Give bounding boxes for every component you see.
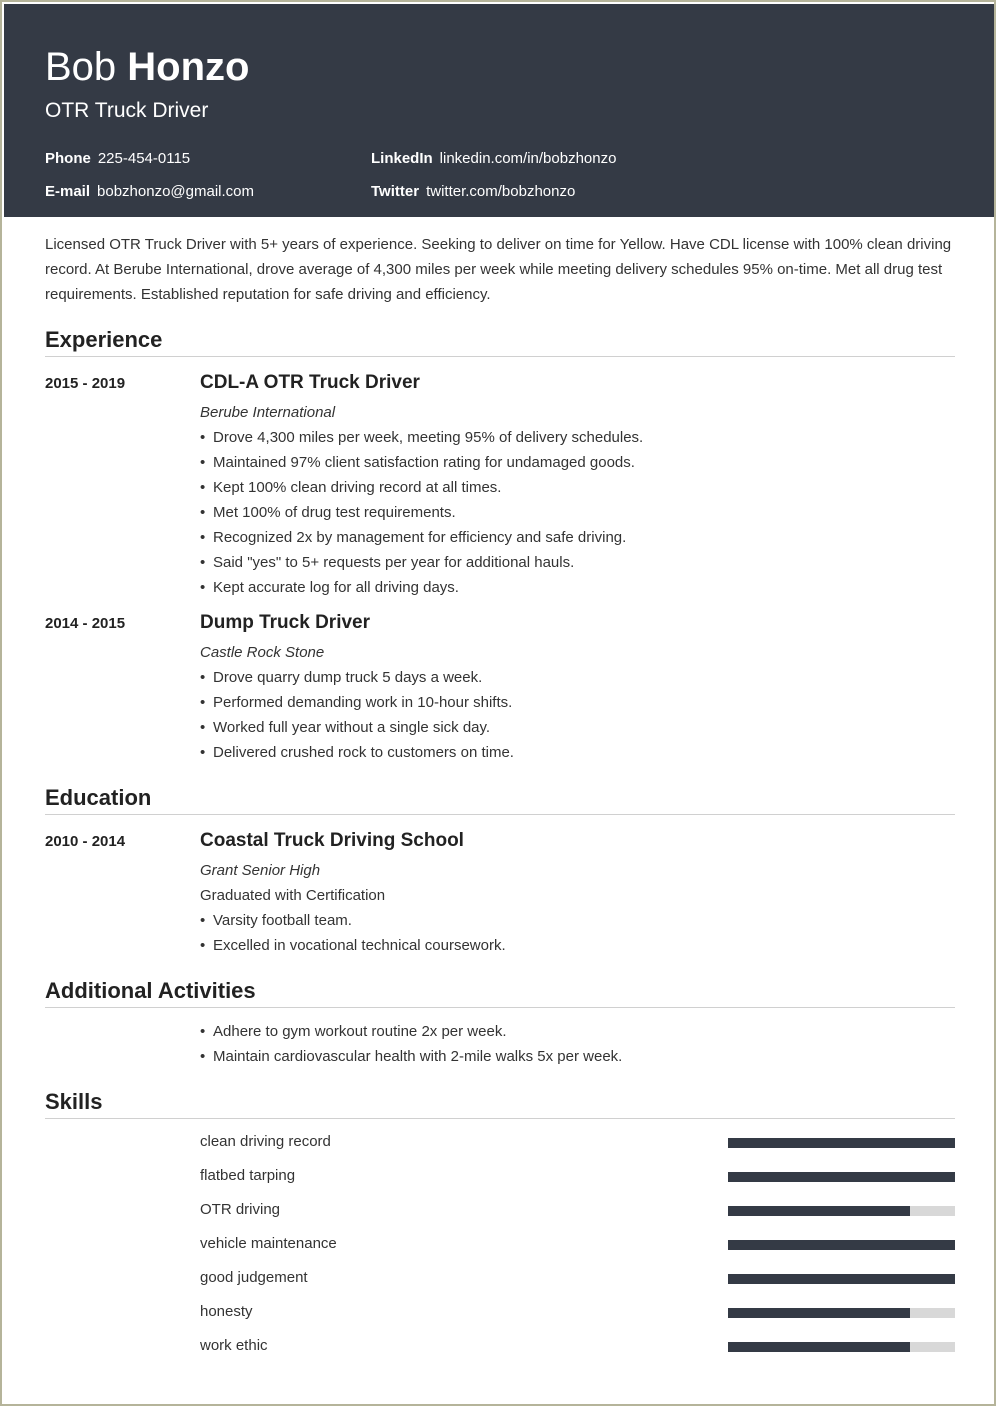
twitter-value: twitter.com/bobzhonzo (426, 183, 576, 200)
list-item: • Drove 4,300 miles per week, meeting 95% of delivery schedules. (200, 425, 955, 450)
skill-name: good judgement (200, 1269, 308, 1286)
skill-bar (728, 1172, 955, 1182)
education-entry (200, 829, 955, 958)
skill-row (200, 1200, 955, 1234)
skill-name: clean driving record (200, 1133, 331, 1150)
skill-row (200, 1302, 955, 1336)
email-value: bobzhonzo@gmail.com (97, 183, 254, 200)
skill-row (200, 1234, 955, 1268)
skill-bar-fill (728, 1342, 910, 1352)
skill-row (200, 1166, 955, 1200)
email-label: E-mail (45, 183, 91, 200)
skill-bar-fill (728, 1240, 955, 1250)
education-dates: 2010 - 2014 (45, 833, 126, 850)
summary-paragraph: Licensed OTR Truck Driver with 5+ years of experience. Seeking to deliver on time for Yellow. Have CDL license with 100% clean driving record. At Berube International, drove average of 4,300 miles per week while meeting delivery schedules 95% on-time. Met all drug test requirements. Established reputation for safe driving and efficiency. (45, 236, 952, 303)
section-title-experience: Experience (45, 326, 955, 357)
experience-role: CDL-A OTR Truck Driver (200, 372, 420, 393)
list-item: • Kept accurate log for all driving days. (200, 575, 955, 600)
skill-name: honesty (200, 1303, 253, 1320)
education-detail: Graduated with Certification (200, 887, 386, 904)
list-item: • Performed demanding work in 10-hour shifts. (200, 690, 955, 715)
skills-list (200, 1132, 955, 1370)
section-title-skills: Skills (45, 1088, 955, 1119)
skill-bar (728, 1240, 955, 1250)
experience-company: Berube International (200, 404, 336, 421)
list-item: • Adhere to gym workout routine 2x per week. (200, 1019, 955, 1044)
experience-company: Castle Rock Stone (200, 644, 325, 661)
section-title-education: Education (45, 784, 955, 815)
skill-bar-fill (728, 1172, 955, 1182)
list-item: • Excelled in vocational technical coursework. (200, 933, 955, 958)
experience-bullets (200, 665, 955, 765)
education-org: Grant Senior High (200, 862, 321, 879)
skill-bar-fill (728, 1138, 955, 1148)
contact-email (45, 183, 254, 201)
experience-dates: 2014 - 2015 (45, 615, 126, 632)
skill-bar (728, 1274, 955, 1284)
list-item: • Maintained 97% client satisfaction rating for undamaged goods. (200, 450, 955, 475)
experience-role: Dump Truck Driver (200, 612, 370, 633)
education-bullets (200, 908, 955, 958)
list-item: • Varsity football team. (200, 908, 955, 933)
skill-bar (728, 1308, 955, 1318)
contact-linkedin (371, 150, 616, 168)
contact-twitter (371, 183, 575, 201)
first-name: Bob (45, 45, 117, 89)
list-item: • Recognized 2x by management for efficiency and safe driving. (200, 525, 955, 550)
skill-bar (728, 1138, 955, 1148)
skill-row (200, 1268, 955, 1302)
skill-bar (728, 1206, 955, 1216)
list-item: • Said "yes" to 5+ requests per year for additional hauls. (200, 550, 955, 575)
skill-name: OTR driving (200, 1201, 281, 1218)
experience-entry (200, 371, 955, 600)
last-name: Honzo (127, 45, 250, 89)
list-item: • Kept 100% clean driving record at all times. (200, 475, 955, 500)
list-item: • Worked full year without a single sick day. (200, 715, 955, 740)
list-item: • Maintain cardiovascular health with 2-mile walks 5x per week. (200, 1044, 955, 1069)
phone-value: 225-454-0115 (97, 150, 191, 167)
education-school: Coastal Truck Driving School (200, 830, 464, 851)
activities-bullets (200, 1019, 955, 1069)
list-item: • Delivered crushed rock to customers on time. (200, 740, 955, 765)
skill-bar-fill (728, 1274, 955, 1284)
contact-phone (45, 150, 190, 168)
list-item: • Met 100% of drug test requirements. (200, 500, 955, 525)
skill-bar (728, 1342, 955, 1352)
linkedin-label: LinkedIn (371, 150, 433, 167)
skill-row (200, 1132, 955, 1166)
phone-label: Phone (45, 150, 91, 167)
activities-entry (200, 1019, 955, 1069)
skill-name: work ethic (200, 1337, 268, 1354)
experience-bullets (200, 425, 955, 600)
skill-bar-fill (728, 1206, 910, 1216)
section-title-activities: Additional Activities (45, 977, 955, 1008)
linkedin-value: linkedin.com/in/bobzhonzo (439, 150, 617, 167)
skill-row (200, 1336, 955, 1370)
skill-name: flatbed tarping (200, 1167, 296, 1184)
job-title: OTR Truck Driver (45, 99, 209, 122)
experience-dates: 2015 - 2019 (45, 375, 126, 392)
resume-header (4, 4, 994, 217)
list-item: • Drove quarry dump truck 5 days a week. (200, 665, 955, 690)
skill-bar-fill (728, 1308, 910, 1318)
skill-name: vehicle maintenance (200, 1235, 337, 1252)
twitter-label: Twitter (371, 183, 420, 200)
experience-entry (200, 611, 955, 765)
candidate-name (45, 44, 249, 90)
